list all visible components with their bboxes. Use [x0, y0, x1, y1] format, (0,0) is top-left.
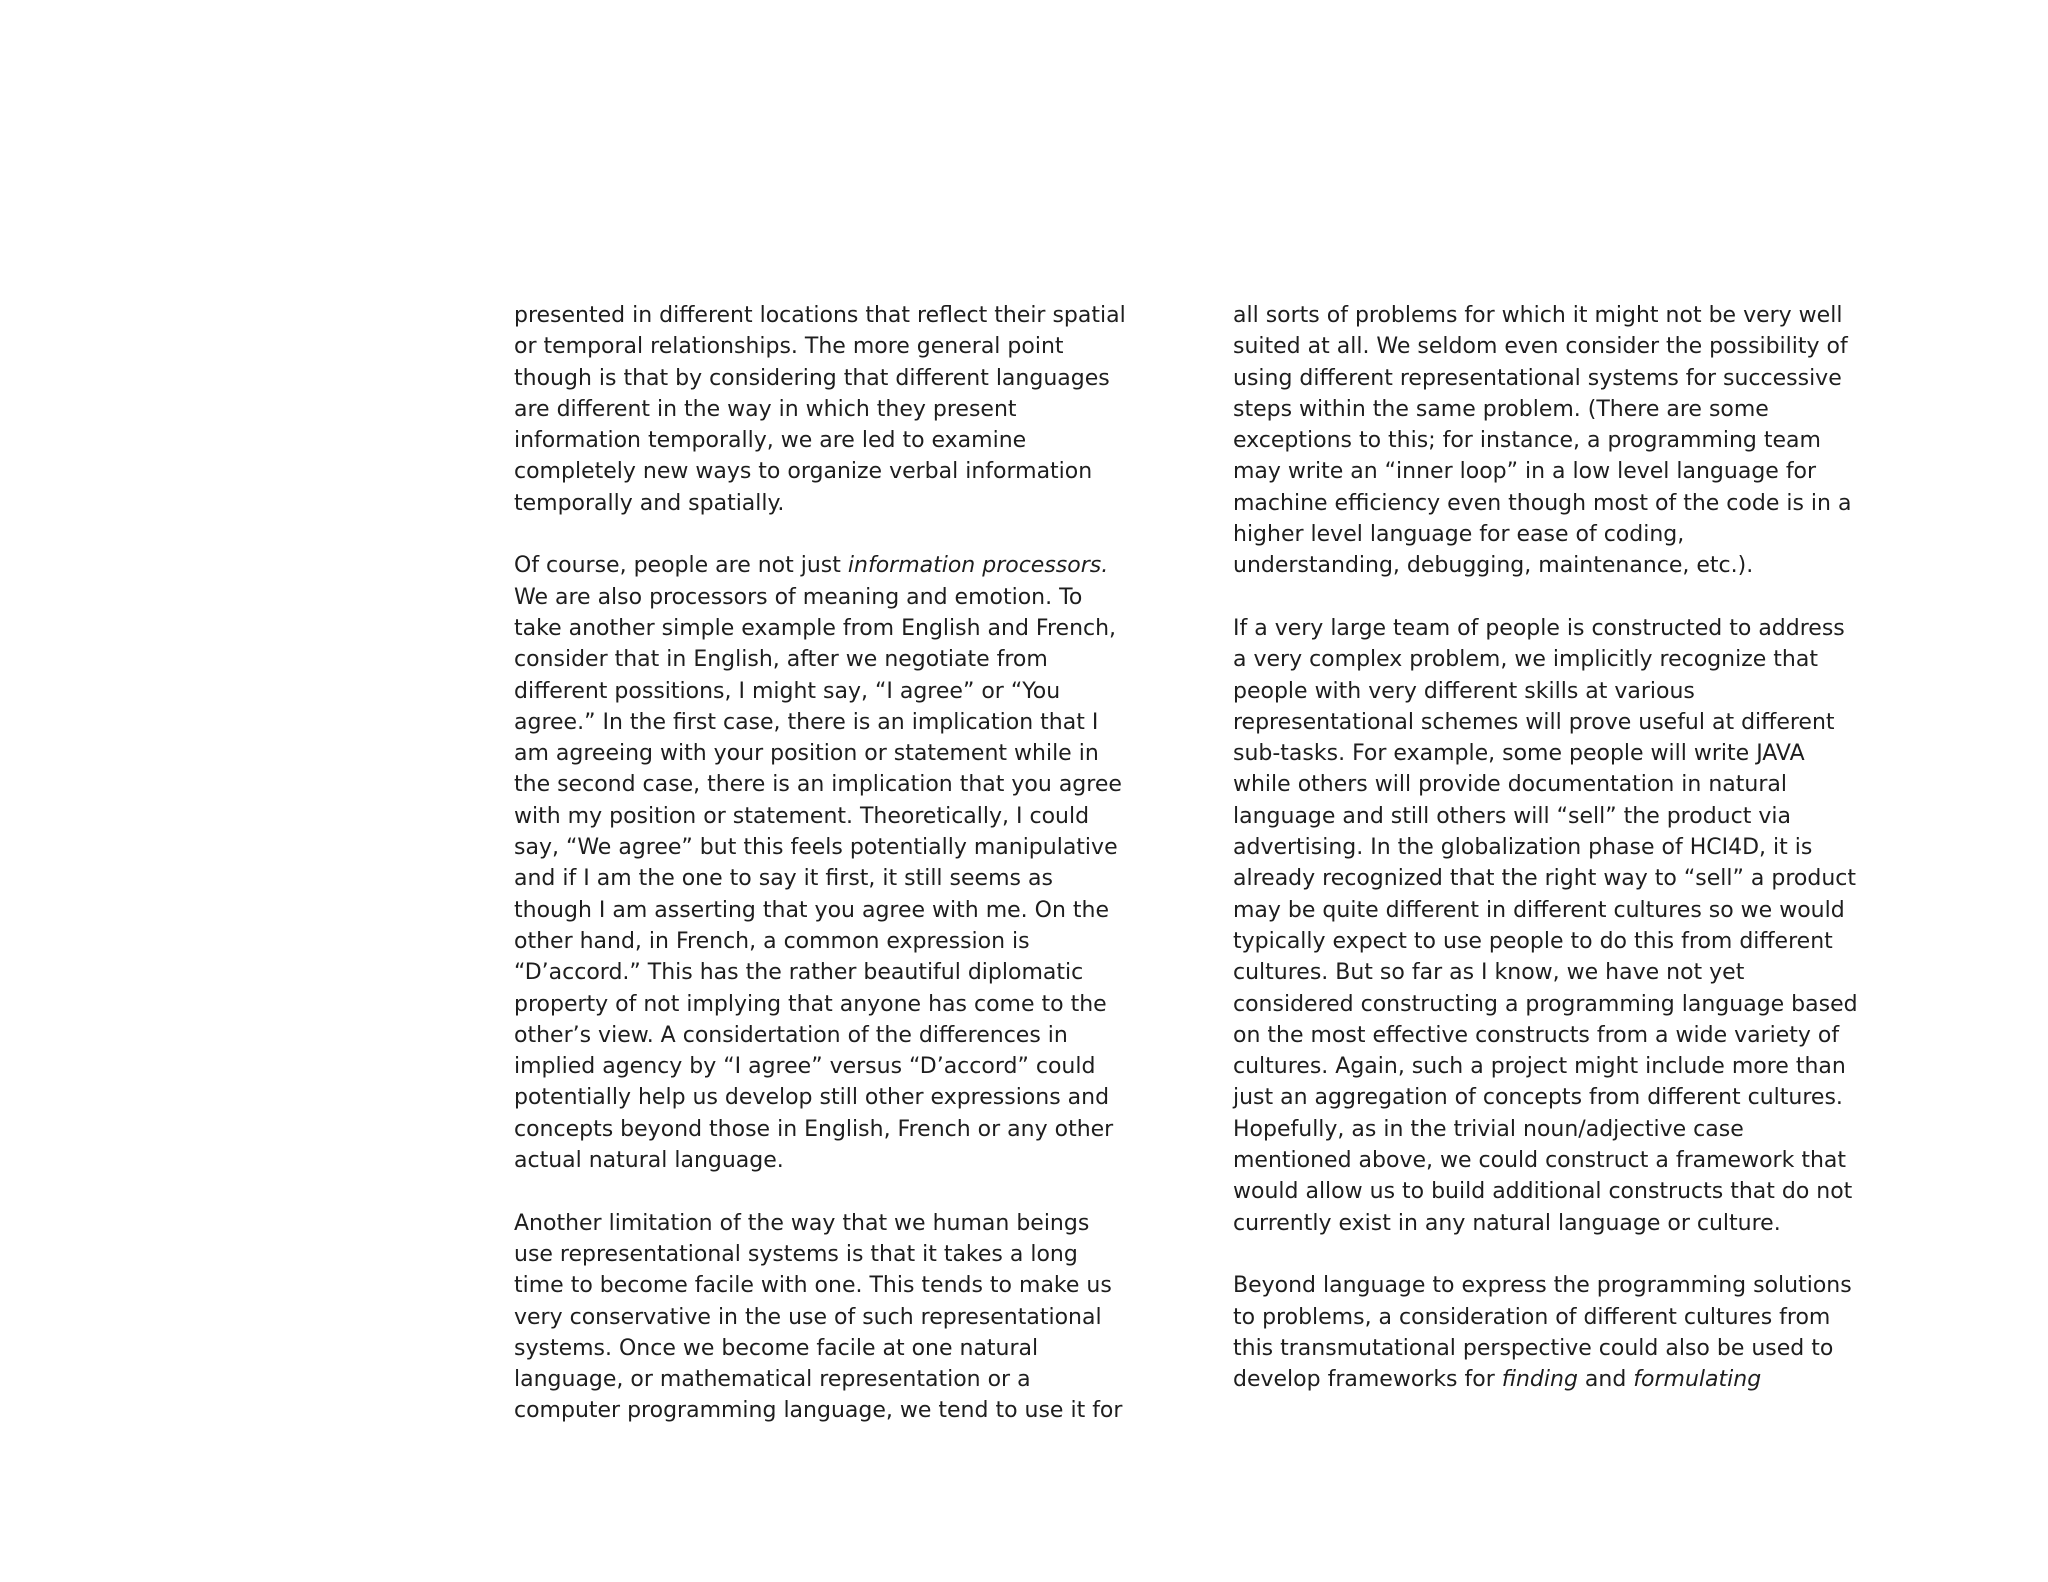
text-line: [514, 1208, 1154, 1239]
text-run: all sorts of problems for which it might not be very well: [1233, 303, 1843, 328]
text-run: implied agency by “I agree” versus “D’accord” could: [514, 1054, 1096, 1080]
text-line: [514, 926, 1154, 957]
text-run: “D’accord.” This has the rather beautiful diplomatic: [514, 960, 1084, 986]
text-run: develop frameworks for: [1233, 1367, 1502, 1393]
text-run: the second case, there is an implication that you agree: [514, 772, 1122, 798]
text-line: [514, 769, 1154, 800]
text-line: [514, 331, 1154, 362]
text-line: [1233, 1364, 1873, 1395]
text-run: take another simple example from English and French,: [514, 615, 1117, 641]
text-line: [514, 1270, 1154, 1301]
text-run: and if I am the one to say it first, it still seems as: [514, 866, 1053, 892]
text-run: already recognized that the right way to “sell” a product: [1233, 866, 1856, 892]
text-line: [514, 1395, 1154, 1426]
text-run: agree.” In the first case, there is an implication that I: [514, 709, 1099, 735]
text-line: [1233, 957, 1873, 988]
text-line: [514, 738, 1154, 769]
text-run: to problems, a consideration of different cultures from: [1233, 1304, 1831, 1330]
text-run: time to become facile with one. This tends to make us: [514, 1273, 1112, 1299]
text-run: actual natural language.: [514, 1148, 784, 1174]
text-line: [514, 1051, 1154, 1082]
text-run: or temporal relationships. The more general point: [514, 334, 1064, 360]
text-run: potentially help us develop still other expressions and: [514, 1085, 1110, 1111]
text-run: Beyond language to express the programming solutions: [1233, 1273, 1852, 1299]
text-line: [1233, 300, 1873, 331]
text-run: while others will provide documentation in natural: [1233, 772, 1787, 798]
text-run: may write an “inner loop” in a low level language for: [1233, 459, 1817, 485]
text-run: though is that by considering that different languages: [514, 365, 1110, 391]
text-line: [1233, 926, 1873, 957]
text-line: [1233, 769, 1873, 800]
text-line: [514, 676, 1154, 707]
text-run: use representational systems is that it takes a long: [514, 1241, 1078, 1267]
text-run: other hand, in French, a common expression is: [514, 928, 1030, 954]
text-line: [514, 1239, 1154, 1270]
text-run: people with very different skills at various: [1233, 678, 1695, 704]
text-run: sub-tasks. For example, some people will write JAVA: [1233, 741, 1805, 767]
text-line: [514, 707, 1154, 738]
text-run: mentioned above, we could construct a framework that: [1233, 1148, 1846, 1174]
text-run: completely new ways to organize verbal information: [514, 459, 1093, 485]
text-line: [1233, 863, 1873, 894]
text-line: [1233, 707, 1873, 738]
italic-text-run: information processors.: [847, 553, 1109, 579]
text-line: [1233, 1302, 1873, 1333]
text-line: [514, 456, 1154, 487]
text-line: [1233, 1270, 1873, 1301]
text-line: [1233, 394, 1873, 425]
text-run: language, or mathematical representation or a: [514, 1367, 1031, 1393]
text-run: systems. Once we become facile at one natural: [514, 1335, 1039, 1361]
text-run: language and still others will “sell” the product via: [1233, 803, 1791, 829]
text-run: would allow us to build additional constructs that do not: [1233, 1179, 1853, 1205]
text-line: [514, 989, 1154, 1020]
text-run: am agreeing with your position or statement while in: [514, 741, 1099, 767]
text-line: [514, 895, 1154, 926]
text-run: just an aggregation of concepts from different cultures.: [1233, 1085, 1843, 1111]
text-line: [1233, 425, 1873, 456]
text-run: cultures. Again, such a project might include more than: [1233, 1054, 1846, 1080]
text-line: [1233, 488, 1873, 519]
text-run: advertising. In the globalization phase of HCI4D, it is: [1233, 835, 1813, 861]
text-run: using different representational systems for successive: [1233, 365, 1842, 391]
text-line: [1233, 550, 1873, 581]
text-run: though I am asserting that you agree with me. On the: [514, 897, 1110, 923]
text-line: [1233, 1051, 1873, 1082]
text-run: this transmutational perspective could also be used to: [1233, 1335, 1834, 1361]
text-run: other’s view. A considertation of the differences in: [514, 1022, 1068, 1048]
text-run: representational schemes will prove useful at different: [1233, 709, 1835, 735]
text-run: understanding, debugging, maintenance, etc.).: [1233, 553, 1754, 579]
text-run: consider that in English, after we negotiate from: [514, 647, 1048, 673]
text-line: [514, 1020, 1154, 1051]
paragraph: [514, 1208, 1154, 1427]
text-run: suited at all. We seldom even consider the possibility of: [1233, 334, 1848, 360]
text-run: If a very large team of people is constructed to address: [1233, 615, 1845, 641]
text-line: [514, 1114, 1154, 1145]
text-line: [1233, 1333, 1873, 1364]
text-line: [1233, 519, 1873, 550]
text-run: exceptions to this; for instance, a programming team: [1233, 428, 1821, 454]
text-run: currently exist in any natural language or culture.: [1233, 1210, 1781, 1236]
text-run: different possitions, I might say, “I agree” or “You: [514, 678, 1061, 704]
text-line: [514, 1302, 1154, 1333]
text-run: concepts beyond those in English, French or any other: [514, 1116, 1114, 1142]
text-line: [1233, 801, 1873, 832]
text-line: [514, 1145, 1154, 1176]
text-line: [514, 363, 1154, 394]
italic-text-run: finding: [1501, 1367, 1578, 1393]
text-run: may be quite different in different cultures so we would: [1233, 897, 1845, 923]
text-line: [514, 1333, 1154, 1364]
paragraph: [1233, 613, 1873, 1239]
text-run: temporally and spatially.: [514, 490, 785, 516]
text-line: [514, 425, 1154, 456]
text-run: on the most effective constructs from a wide variety of: [1233, 1022, 1840, 1048]
text-column-right: [1233, 300, 1873, 1427]
text-line: [514, 300, 1154, 331]
text-line: [514, 613, 1154, 644]
text-line: [514, 832, 1154, 863]
text-run: machine efficiency even though most of the code is in a: [1233, 490, 1852, 516]
text-run: information temporally, we are led to examine: [514, 428, 1027, 454]
text-line: [514, 582, 1154, 613]
text-run: considered constructing a programming language based: [1233, 991, 1858, 1017]
text-line: [1233, 676, 1873, 707]
text-line: [514, 863, 1154, 894]
text-line: [514, 1364, 1154, 1395]
text-line: [1233, 644, 1873, 675]
text-line: [514, 394, 1154, 425]
text-line: [514, 801, 1154, 832]
paragraph: [514, 550, 1154, 1176]
text-line: [1233, 613, 1873, 644]
text-run: say, “We agree” but this feels potentially manipulative: [514, 835, 1118, 861]
text-run: Of course, people are not just: [514, 553, 848, 579]
text-line: [1233, 989, 1873, 1020]
text-run: a very complex problem, we implicitly recognize that: [1233, 647, 1818, 673]
text-run: Hopefully, as in the trivial noun/adjective case: [1233, 1116, 1744, 1142]
text-run: and: [1577, 1367, 1634, 1393]
text-line: [1233, 363, 1873, 394]
text-line: [514, 644, 1154, 675]
text-line: [1233, 1114, 1873, 1145]
text-line: [514, 488, 1154, 519]
paragraph: [514, 300, 1154, 519]
text-run: Another limitation of the way that we human beings: [514, 1210, 1090, 1236]
text-line: [1233, 456, 1873, 487]
text-line: [514, 1082, 1154, 1113]
text-line: [1233, 895, 1873, 926]
text-run: property of not implying that anyone has come to the: [514, 991, 1107, 1017]
text-line: [1233, 1176, 1873, 1207]
paragraph: [1233, 1270, 1873, 1395]
text-line: [514, 550, 1154, 581]
text-run: cultures. But so far as I know, we have not yet: [1233, 960, 1745, 986]
paragraph: [1233, 300, 1873, 582]
text-run: higher level language for ease of coding,: [1233, 522, 1685, 548]
italic-text-run: formulating: [1633, 1367, 1762, 1393]
text-run: presented in different locations that reflect their spatial: [514, 303, 1126, 328]
text-run: are different in the way in which they present: [514, 396, 1017, 422]
text-line: [1233, 1020, 1873, 1051]
text-line: [1233, 832, 1873, 863]
text-run: typically expect to use people to do this from different: [1233, 928, 1833, 954]
text-line: [1233, 1082, 1873, 1113]
text-line: [514, 957, 1154, 988]
text-run: with my position or statement. Theoretically, I could: [514, 803, 1090, 829]
text-line: [1233, 738, 1873, 769]
text-column-left: [514, 300, 1154, 1458]
text-line: [1233, 331, 1873, 362]
text-run: computer programming language, we tend to use it for: [514, 1398, 1123, 1424]
text-run: steps within the same problem. (There are some: [1233, 396, 1769, 422]
text-run: We are also processors of meaning and emotion. To: [514, 584, 1083, 610]
text-line: [1233, 1145, 1873, 1176]
text-run: very conservative in the use of such representational: [514, 1304, 1102, 1330]
text-line: [1233, 1208, 1873, 1239]
